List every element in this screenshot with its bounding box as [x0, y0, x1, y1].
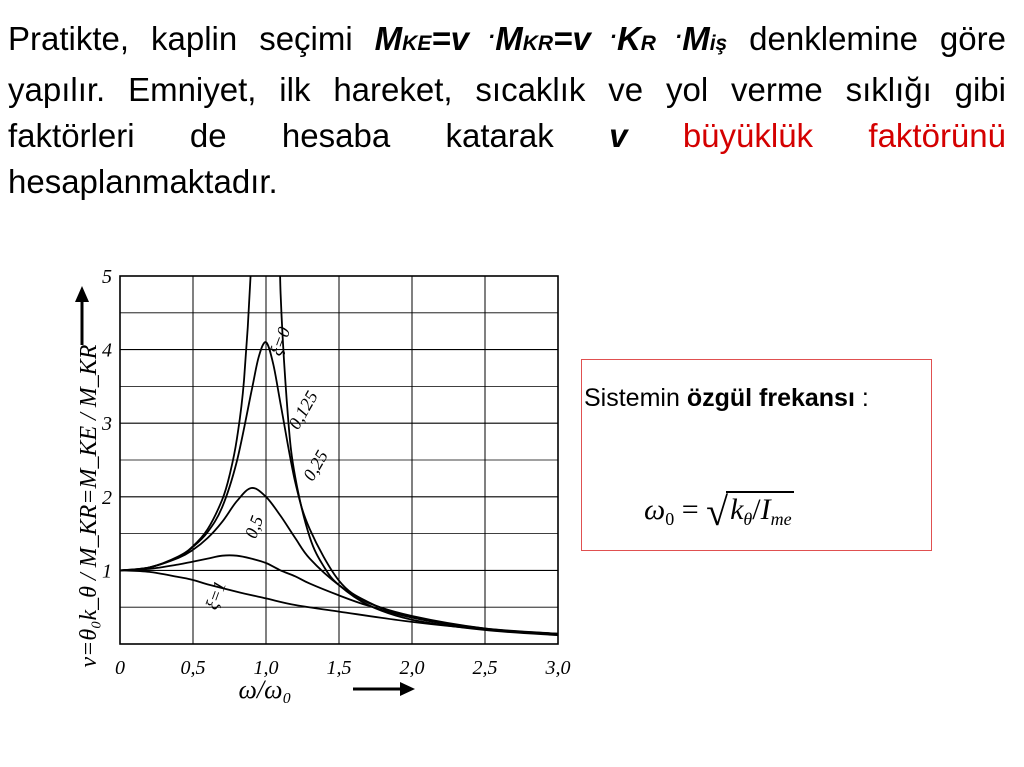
x-axis-label: ω/ω₀	[238, 675, 292, 704]
formula-inline: MKE=v ·MKR=v ·KR ·Miş	[374, 20, 728, 57]
natural-frequency-formula: $\omega_0 = √k_\theta/I_{me}$	[644, 489, 792, 534]
curve-labels	[201, 324, 332, 612]
box-label: Sistemin özgül frekansı :	[584, 384, 869, 412]
y-tick-label: 5	[102, 266, 112, 288]
curve-label: 0,25	[298, 446, 332, 485]
text-segment: denklemine göre yapılır. Emniyet, ilk hareket, sıcaklık ve yol verme sıklığı gibi faktörleri de hesaba katarak	[8, 20, 1006, 154]
x-tick-label: 2,5	[472, 657, 498, 679]
frequency-response-chart	[0, 240, 580, 710]
text-segment: Pratikte, kaplin seçimi	[8, 20, 375, 57]
x-tick-label: 0,5	[180, 657, 206, 679]
curve-label: ξ=0	[265, 324, 295, 359]
y-axis-arrow	[75, 286, 89, 345]
y-tick-label: 1	[102, 560, 112, 583]
y-tick-label: 3	[102, 413, 112, 436]
x-tick-label: 3,0	[545, 657, 571, 679]
chart-grid	[120, 276, 558, 644]
highlighted-term: büyüklük faktörünü	[682, 117, 1006, 154]
text-segment: hesaplanmaktadır.	[8, 163, 278, 200]
description-paragraph	[8, 16, 1006, 205]
x-tick-label: 2,0	[399, 657, 425, 679]
y-tick-label: 2	[102, 486, 112, 509]
v-symbol: v	[609, 117, 628, 154]
x-axis-arrow	[353, 682, 415, 696]
y-tick-label: 4	[102, 339, 112, 362]
curve-label: 0,125	[284, 387, 322, 433]
chart-ticks	[101, 266, 571, 679]
curve-label: ξ=1	[201, 578, 230, 613]
curve-label: 0,5	[240, 512, 268, 541]
x-tick-label: 0	[115, 657, 125, 679]
specific-frequency-box	[581, 359, 932, 551]
x-tick-label: 1,0	[253, 657, 279, 679]
y-axis-label: ν=θ₀k_θ / M_KR=M_KE / M_KR	[76, 344, 102, 668]
x-tick-label: 1,5	[326, 657, 352, 679]
